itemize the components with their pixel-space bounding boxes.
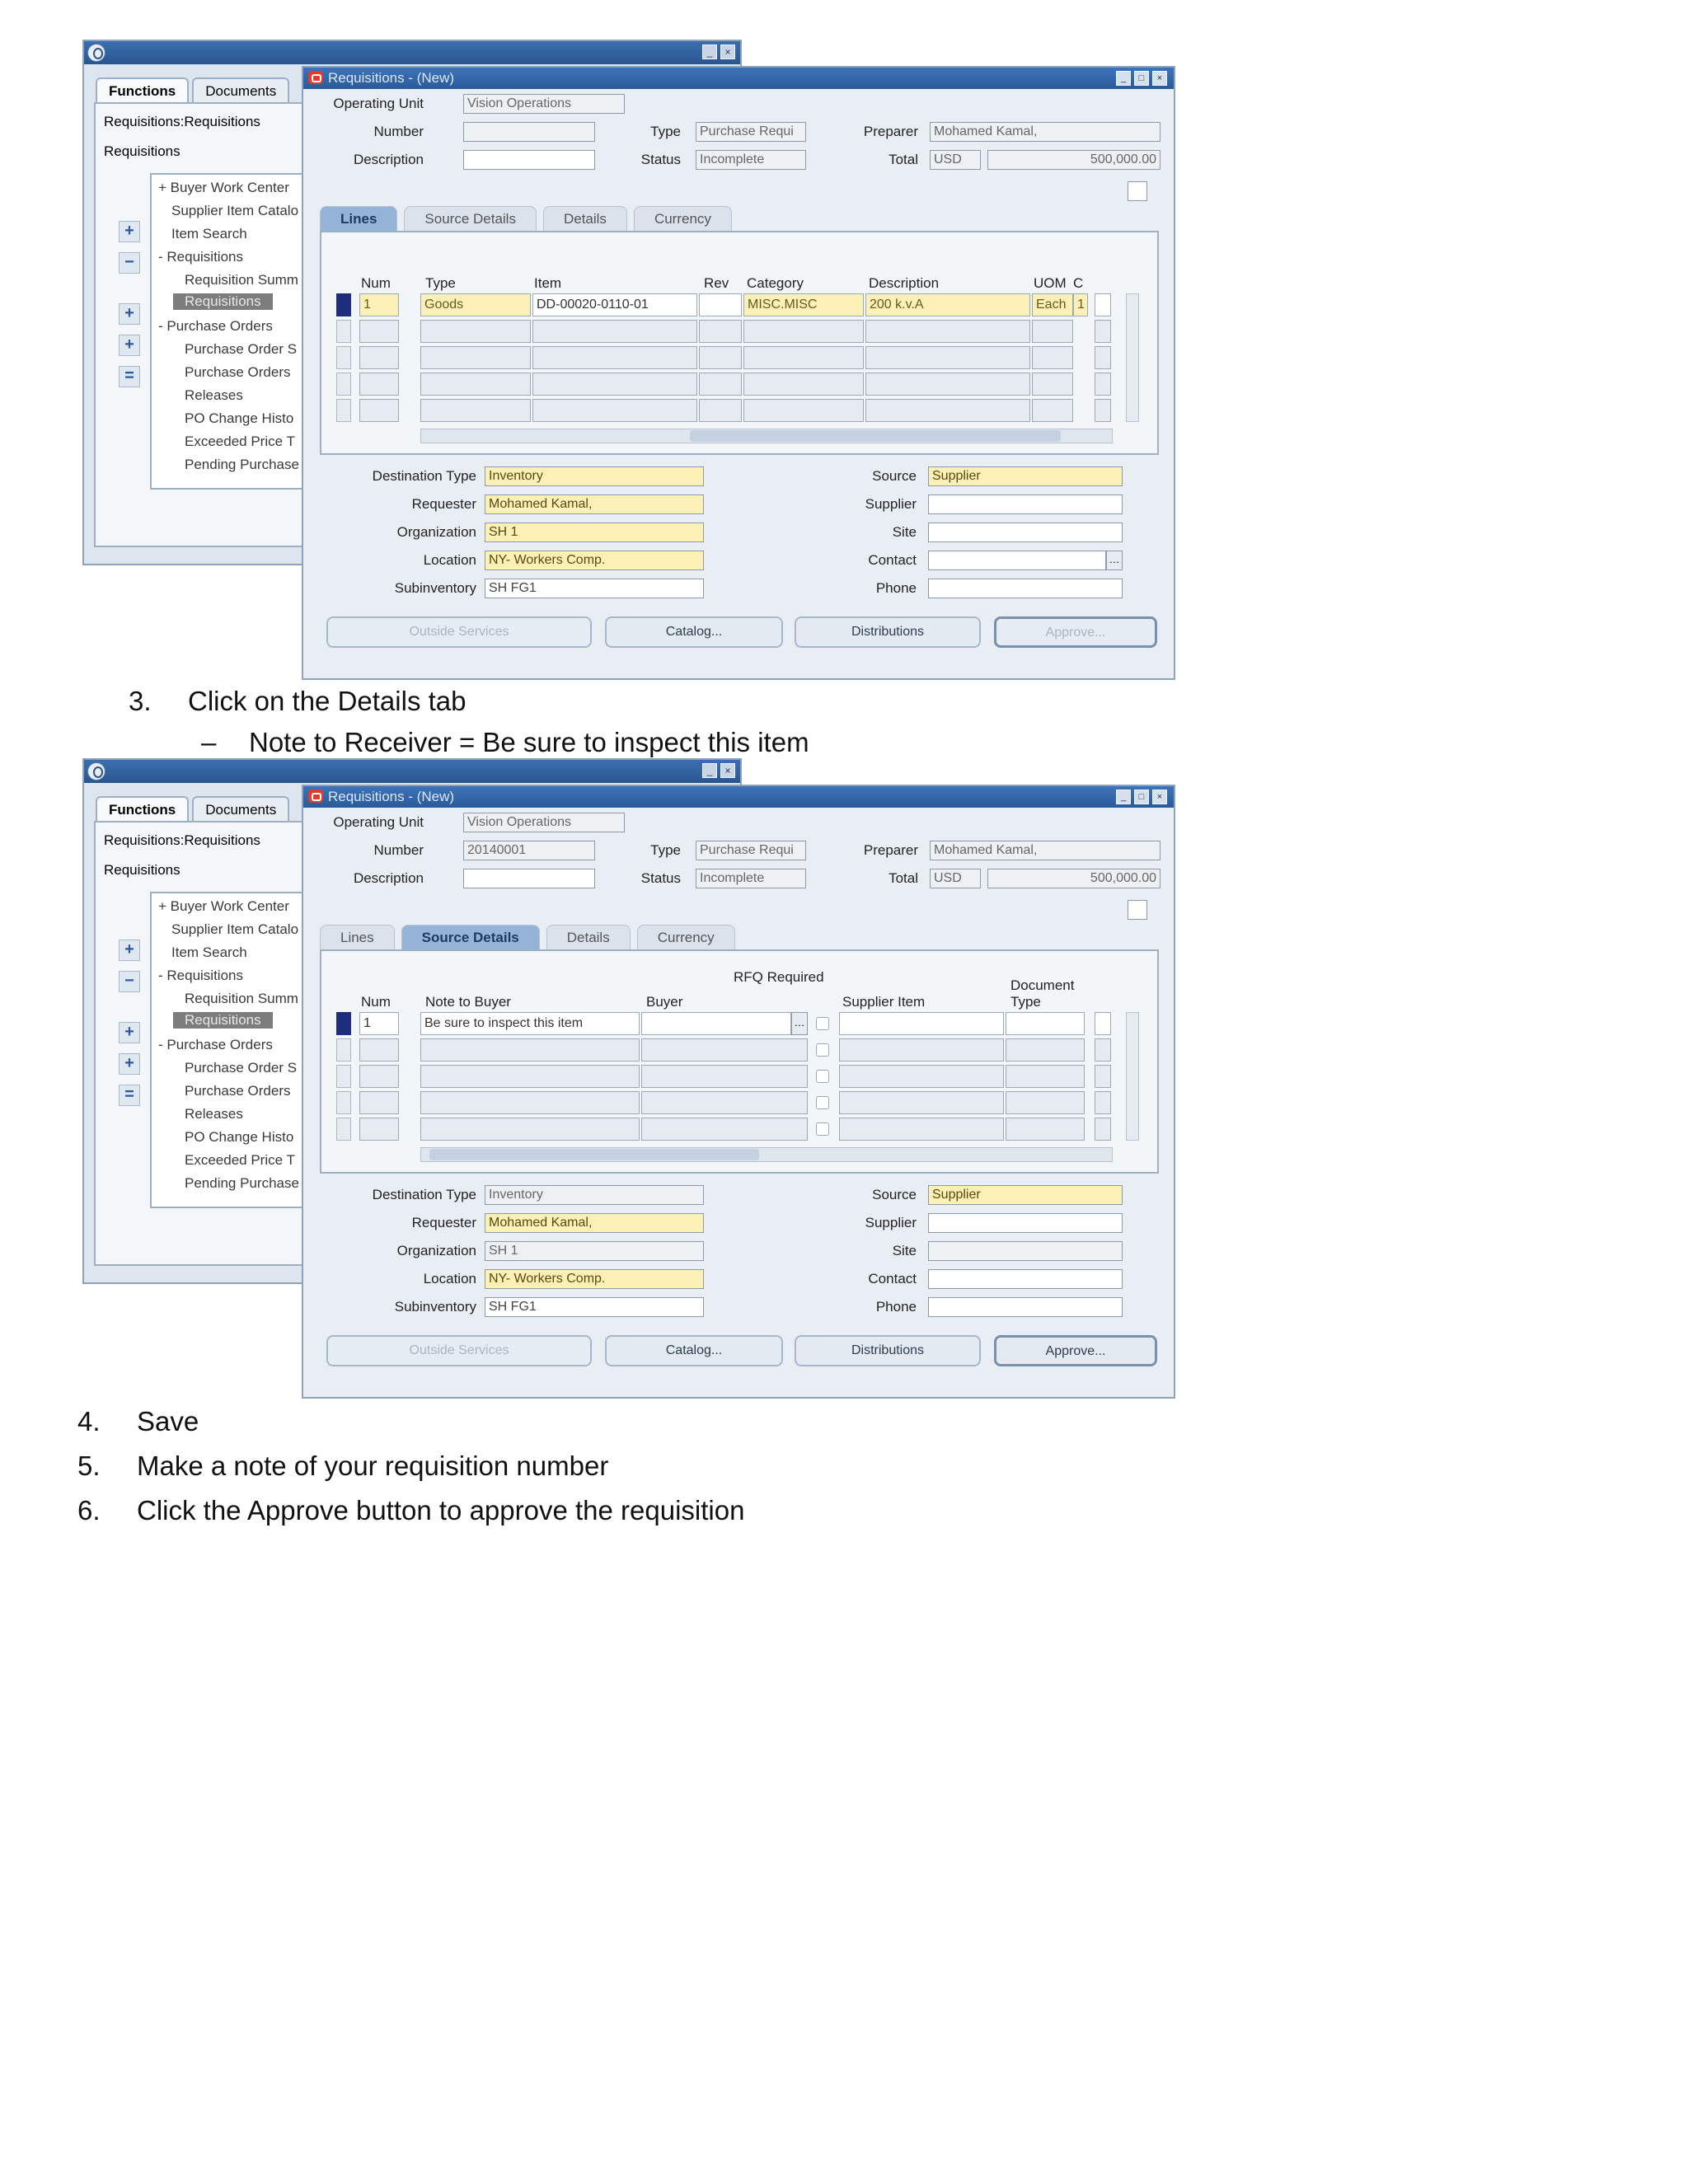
empty-cell[interactable]	[839, 1065, 1004, 1088]
empty-cell[interactable]	[1095, 1065, 1111, 1088]
folder-toggle-box[interactable]	[1128, 181, 1147, 201]
tab-currency[interactable]: Currency	[637, 925, 735, 950]
oracle-logo-icon	[87, 762, 106, 780]
horizontal-scrollbar[interactable]	[420, 1147, 1113, 1162]
phone-label: Phone	[875, 1299, 917, 1315]
requisitions-window	[302, 66, 1175, 680]
instruction-note	[201, 727, 809, 758]
instruction-step-4	[77, 1406, 199, 1437]
cell-uom[interactable]: Each	[1032, 293, 1073, 316]
organization-label: Organization	[396, 1243, 476, 1258]
supplier-field[interactable]	[928, 1213, 1123, 1233]
site-field[interactable]	[928, 1241, 1123, 1261]
window-title: Requisitions - (New)	[328, 789, 455, 804]
tree-item[interactable]: PO Change Histo	[185, 410, 294, 426]
empty-cell[interactable]	[532, 320, 697, 343]
total-label: Total	[889, 870, 918, 886]
step-text: Make a note of your requisition number	[137, 1451, 609, 1481]
collapse-all-icon[interactable]: =	[119, 366, 140, 387]
empty-cell[interactable]	[1006, 1038, 1085, 1062]
empty-cell[interactable]	[1032, 399, 1073, 422]
rfq-required-checkbox[interactable]	[816, 1017, 829, 1030]
empty-cell[interactable]	[359, 1118, 399, 1141]
tab-source-details[interactable]: Source Details	[401, 925, 540, 950]
phone-field[interactable]	[928, 1297, 1123, 1317]
source-label: Source	[872, 1187, 917, 1202]
empty-cell[interactable]	[420, 373, 531, 396]
minimize-icon[interactable]: _	[1116, 790, 1131, 804]
total-label: Total	[889, 152, 918, 167]
tree-item[interactable]: Purchase Order S	[185, 1060, 298, 1076]
site-label: Site	[892, 1243, 917, 1258]
cell-note-to-buyer[interactable]: Be sure to inspect this item	[420, 1012, 640, 1035]
empty-cell[interactable]	[1095, 320, 1111, 343]
tree-item[interactable]: Supplier Item Catalo	[171, 203, 299, 218]
cell-document-type[interactable]	[1006, 1012, 1085, 1035]
expand-branch-icon[interactable]: +	[119, 1053, 140, 1075]
tree-item[interactable]: - Purchase Orders	[158, 318, 273, 334]
minimize-icon[interactable]: _	[702, 763, 717, 778]
column-c: C	[1073, 275, 1084, 291]
window-title-bar	[303, 68, 1174, 89]
preparer-field: Mohamed Kamal,	[930, 841, 1160, 860]
tab-details[interactable]: Details	[546, 925, 631, 950]
cell-description[interactable]: 200 k.v.A	[865, 293, 1030, 316]
close-icon[interactable]: ×	[1152, 790, 1167, 804]
cell-num[interactable]: 1	[359, 1012, 399, 1035]
navigator-path-label: Requisitions:Requisitions	[104, 832, 260, 848]
number-label: Number	[373, 842, 424, 858]
expand-branch-icon[interactable]: +	[119, 335, 140, 356]
type-field[interactable]: Purchase Requi	[696, 122, 806, 142]
empty-cell[interactable]	[532, 399, 697, 422]
current-row-marker[interactable]	[336, 293, 351, 316]
step-number: 5.	[77, 1451, 101, 1481]
tree-item[interactable]: Requisition Summ	[185, 272, 298, 288]
requester-field[interactable]: Mohamed Kamal,	[485, 494, 704, 514]
currency-field: USD	[930, 869, 981, 888]
operating-unit-label: Operating Unit	[333, 96, 424, 111]
cell-buyer[interactable]	[641, 1012, 791, 1035]
tree-item[interactable]: - Requisitions	[158, 249, 243, 265]
empty-cell[interactable]	[1032, 320, 1073, 343]
location-field[interactable]: NY- Workers Comp.	[485, 551, 704, 570]
vertical-scrollbar[interactable]	[1126, 1012, 1139, 1141]
empty-cell[interactable]	[532, 373, 697, 396]
empty-cell[interactable]	[839, 1091, 1004, 1114]
row-marker[interactable]	[336, 320, 351, 343]
empty-cell[interactable]	[1006, 1065, 1085, 1088]
tree-item[interactable]: Purchase Order S	[185, 341, 298, 357]
subinventory-label: Subinventory	[394, 1299, 476, 1315]
status-field: Incomplete	[696, 869, 806, 888]
contact-lov-icon[interactable]: …	[1106, 551, 1123, 570]
current-row-marker[interactable]	[336, 1012, 351, 1035]
requisitions-window	[302, 785, 1175, 1399]
distributions-button[interactable]: Distributions	[795, 1335, 981, 1366]
empty-cell[interactable]	[743, 320, 864, 343]
empty-cell[interactable]	[1006, 1118, 1085, 1141]
step-text: Click on the Details tab	[188, 686, 467, 716]
tree-item[interactable]: Pending Purchase	[185, 457, 299, 472]
operating-unit-label: Operating Unit	[333, 814, 424, 830]
tab-documents[interactable]: Documents	[192, 796, 289, 823]
total-field: 500,000.00	[987, 150, 1160, 170]
organization-field[interactable]: SH 1	[485, 1241, 704, 1261]
instruction-step-3	[129, 686, 467, 717]
close-icon[interactable]: ×	[720, 763, 735, 778]
expand-all-icon[interactable]: +	[119, 1022, 140, 1043]
source-field[interactable]: Supplier	[928, 466, 1123, 486]
tree-item[interactable]: Item Search	[171, 944, 247, 960]
column-num: Num	[361, 994, 391, 1010]
window-title: Requisitions - (New)	[328, 70, 455, 86]
approve-button[interactable]: Approve...	[994, 616, 1157, 648]
contact-field[interactable]	[928, 551, 1106, 570]
column-document-type: Document Type	[1010, 977, 1075, 1010]
column-category: Category	[747, 275, 804, 291]
organization-label: Organization	[396, 524, 476, 540]
rfq-required-checkbox[interactable]	[816, 1043, 829, 1057]
collapse-icon[interactable]: −	[119, 971, 140, 992]
expand-all-icon[interactable]: +	[119, 303, 140, 325]
cell-supplier-item[interactable]	[839, 1012, 1004, 1035]
tab-lines[interactable]: Lines	[320, 206, 397, 232]
tree-item[interactable]: PO Change Histo	[185, 1129, 294, 1145]
empty-cell[interactable]	[1095, 1038, 1111, 1062]
step-text: Save	[137, 1406, 199, 1436]
expand-icon[interactable]: +	[119, 940, 140, 961]
column-rfq-required: RFQ Required	[734, 969, 824, 985]
empty-cell[interactable]	[699, 346, 742, 369]
number-label: Number	[373, 124, 424, 139]
tree-item[interactable]: Purchase Orders	[185, 364, 291, 380]
empty-cell[interactable]	[743, 399, 864, 422]
navigator-title-bar	[84, 760, 740, 783]
column-buyer: Buyer	[646, 994, 683, 1010]
tree-item[interactable]: Pending Purchase	[185, 1175, 299, 1191]
oracle-forms-icon	[308, 71, 323, 84]
distributions-button[interactable]: Distributions	[795, 616, 981, 648]
empty-cell[interactable]	[641, 1038, 808, 1062]
empty-cell[interactable]	[839, 1038, 1004, 1062]
instruction-step-6	[77, 1495, 744, 1526]
tab-functions[interactable]: Functions	[96, 796, 189, 823]
empty-cell[interactable]	[743, 346, 864, 369]
supplier-field[interactable]	[928, 494, 1123, 514]
instruction-step-5	[77, 1451, 608, 1482]
tree-item[interactable]: - Purchase Orders	[158, 1037, 273, 1052]
tree-item[interactable]: Exceeded Price T	[185, 434, 295, 449]
empty-cell[interactable]	[1095, 346, 1111, 369]
organization-field[interactable]: SH 1	[485, 523, 704, 542]
tree-item[interactable]: Releases	[185, 1106, 243, 1122]
screenshot-source-details-tab	[0, 757, 1187, 1404]
lines-table	[320, 231, 1159, 455]
step-number: 6.	[77, 1495, 101, 1526]
source-label: Source	[872, 468, 917, 484]
tree-item[interactable]: Purchase Orders	[185, 1083, 291, 1099]
empty-cell[interactable]	[359, 1038, 399, 1062]
tab-details[interactable]: Details	[543, 206, 627, 232]
description-label: Description	[353, 870, 424, 886]
status-label: Status	[640, 152, 681, 167]
empty-cell[interactable]	[641, 1065, 808, 1088]
empty-cell[interactable]	[1032, 346, 1073, 369]
destination-type-field[interactable]: Inventory	[485, 466, 704, 486]
empty-cell[interactable]	[420, 346, 531, 369]
destination-type-field[interactable]: Inventory	[485, 1185, 704, 1205]
collapse-all-icon[interactable]: =	[119, 1085, 140, 1106]
column-note-to-buyer: Note to Buyer	[425, 994, 511, 1010]
empty-cell[interactable]	[420, 1091, 640, 1114]
tab-currency[interactable]: Currency	[634, 206, 732, 232]
description-label: Description	[353, 152, 424, 167]
location-label: Location	[423, 1271, 476, 1286]
tree-item-selected[interactable]: Requisitions	[173, 293, 273, 310]
operating-unit-field[interactable]: Vision Operations	[463, 813, 625, 832]
requester-label: Requester	[411, 1215, 476, 1230]
cell-extra[interactable]	[1095, 1012, 1111, 1035]
requester-label: Requester	[411, 496, 476, 512]
empty-cell[interactable]	[359, 399, 399, 422]
requester-field[interactable]: Mohamed Kamal,	[485, 1213, 704, 1233]
cell-extra[interactable]	[1095, 293, 1111, 316]
destination-type-label: Destination Type	[372, 468, 476, 484]
maximize-icon[interactable]: □	[1134, 71, 1149, 86]
source-details-table	[320, 949, 1159, 1174]
subinventory-label: Subinventory	[394, 580, 476, 596]
row-marker[interactable]	[336, 346, 351, 369]
empty-cell[interactable]	[420, 399, 531, 422]
empty-cell[interactable]	[1095, 1091, 1111, 1114]
empty-cell[interactable]	[359, 1091, 399, 1114]
cell-num[interactable]: 1	[359, 293, 399, 316]
row-marker[interactable]	[336, 1091, 351, 1114]
empty-cell[interactable]	[641, 1091, 808, 1114]
close-icon[interactable]: ×	[1152, 71, 1167, 86]
empty-cell[interactable]	[699, 399, 742, 422]
status-field: Incomplete	[696, 150, 806, 170]
tree-item-selected[interactable]: Requisitions	[173, 1012, 273, 1029]
empty-cell[interactable]	[1095, 373, 1111, 396]
tree-item[interactable]: + Buyer Work Center	[158, 898, 289, 914]
oracle-logo-icon	[87, 44, 106, 62]
scroll-thumb[interactable]	[690, 430, 1061, 442]
screenshot-lines-tab	[0, 38, 1187, 685]
column-supplier-item: Supplier Item	[842, 994, 926, 1010]
empty-cell[interactable]	[1032, 373, 1073, 396]
empty-cell[interactable]	[359, 1065, 399, 1088]
outside-services-button[interactable]: Outside Services	[326, 616, 592, 648]
empty-cell[interactable]	[1095, 1118, 1111, 1141]
navigator-section-label: Requisitions	[104, 143, 181, 159]
collapse-icon[interactable]: −	[119, 252, 140, 274]
empty-cell[interactable]	[743, 373, 864, 396]
supplier-label: Supplier	[865, 496, 917, 512]
contact-label: Contact	[868, 1271, 917, 1286]
note-text: Note to Receiver = Be sure to inspect this item	[249, 727, 809, 757]
location-label: Location	[423, 552, 476, 568]
column-rev: Rev	[704, 275, 729, 291]
number-field[interactable]: 20140001	[463, 841, 595, 860]
status-label: Status	[640, 870, 681, 886]
empty-cell[interactable]	[420, 1038, 640, 1062]
empty-cell[interactable]	[532, 346, 697, 369]
preparer-label: Preparer	[863, 124, 918, 139]
oracle-forms-icon	[308, 790, 323, 803]
step-number: 3.	[129, 686, 152, 716]
subinventory-field[interactable]: SH FG1	[485, 579, 704, 598]
column-item: Item	[534, 275, 562, 291]
tree-item[interactable]: Exceeded Price T	[185, 1152, 295, 1168]
approve-button[interactable]: Approve...	[994, 1335, 1157, 1366]
empty-cell[interactable]	[839, 1118, 1004, 1141]
row-marker[interactable]	[336, 399, 351, 422]
catalog-button[interactable]: Catalog...	[605, 1335, 783, 1366]
tree-item[interactable]: - Requisitions	[158, 968, 243, 983]
column-num: Num	[361, 275, 391, 291]
empty-cell[interactable]	[1006, 1091, 1085, 1114]
description-field[interactable]	[463, 150, 595, 170]
empty-cell[interactable]	[865, 399, 1030, 422]
operating-unit-field[interactable]: Vision Operations	[463, 94, 625, 114]
cell-category[interactable]: MISC.MISC	[743, 293, 864, 316]
location-field[interactable]: NY- Workers Comp.	[485, 1269, 704, 1289]
dash-bullet: –	[201, 727, 217, 757]
row-marker[interactable]	[336, 1118, 351, 1141]
row-marker[interactable]	[336, 373, 351, 396]
scroll-thumb[interactable]	[429, 1149, 759, 1160]
tree-item[interactable]: Requisition Summ	[185, 991, 298, 1006]
step-text: Click the Approve button to approve the requisition	[137, 1495, 745, 1526]
navigator-title-bar	[84, 41, 740, 64]
tree-item[interactable]: Item Search	[171, 226, 247, 241]
row-marker[interactable]	[336, 1038, 351, 1062]
supplier-label: Supplier	[865, 1215, 917, 1230]
vertical-scrollbar[interactable]	[1126, 293, 1139, 422]
empty-cell[interactable]	[699, 320, 742, 343]
tree-item[interactable]: Releases	[185, 387, 243, 403]
empty-cell[interactable]	[420, 1118, 640, 1141]
cell-type[interactable]: Goods	[420, 293, 531, 316]
contact-field[interactable]	[928, 1269, 1123, 1289]
horizontal-scrollbar[interactable]	[420, 429, 1113, 443]
phone-field[interactable]	[928, 579, 1123, 598]
folder-toggle-box[interactable]	[1128, 900, 1147, 920]
empty-cell[interactable]	[359, 346, 399, 369]
empty-cell[interactable]	[420, 1065, 640, 1088]
type-field[interactable]: Purchase Requi	[696, 841, 806, 860]
tab-documents[interactable]: Documents	[192, 77, 289, 104]
type-label: Type	[650, 842, 681, 858]
tab-lines[interactable]: Lines	[320, 925, 395, 950]
column-uom: UOM	[1034, 275, 1067, 291]
destination-type-label: Destination Type	[372, 1187, 476, 1202]
cell-rev[interactable]	[699, 293, 742, 316]
minimize-icon[interactable]: _	[1116, 71, 1131, 86]
outside-services-button[interactable]: Outside Services	[326, 1335, 592, 1366]
expand-icon[interactable]: +	[119, 221, 140, 242]
rfq-required-checkbox[interactable]	[816, 1122, 829, 1136]
tree-item[interactable]: + Buyer Work Center	[158, 180, 289, 195]
tab-functions[interactable]: Functions	[96, 77, 189, 104]
total-field: 500,000.00	[987, 869, 1160, 888]
column-description: Description	[869, 275, 940, 291]
empty-cell[interactable]	[865, 320, 1030, 343]
description-field[interactable]	[463, 869, 595, 888]
currency-field: USD	[930, 150, 981, 170]
preparer-field: Mohamed Kamal,	[930, 122, 1160, 142]
tab-source-details[interactable]: Source Details	[404, 206, 537, 232]
contact-label: Contact	[868, 552, 917, 568]
preparer-label: Preparer	[863, 842, 918, 858]
rfq-required-checkbox[interactable]	[816, 1070, 829, 1083]
column-type: Type	[425, 275, 456, 291]
empty-cell[interactable]	[865, 373, 1030, 396]
window-title-bar	[303, 786, 1174, 808]
number-field[interactable]	[463, 122, 595, 142]
phone-label: Phone	[875, 580, 917, 596]
empty-cell[interactable]	[865, 346, 1030, 369]
empty-cell[interactable]	[641, 1118, 808, 1141]
cell-item[interactable]: DD-00020-0110-01	[532, 293, 697, 316]
cell-c[interactable]: 1	[1073, 293, 1088, 316]
close-icon[interactable]: ×	[720, 45, 735, 59]
site-field[interactable]	[928, 523, 1123, 542]
empty-cell[interactable]	[699, 373, 742, 396]
site-label: Site	[892, 524, 917, 540]
minimize-icon[interactable]: _	[702, 45, 717, 59]
row-marker[interactable]	[336, 1065, 351, 1088]
navigator-section-label: Requisitions	[104, 862, 181, 878]
empty-cell[interactable]	[1095, 399, 1111, 422]
navigator-path-label: Requisitions:Requisitions	[104, 114, 260, 129]
tree-item[interactable]: Supplier Item Catalo	[171, 921, 299, 937]
maximize-icon[interactable]: □	[1134, 790, 1149, 804]
source-field[interactable]: Supplier	[928, 1185, 1123, 1205]
step-number: 4.	[77, 1406, 101, 1436]
rfq-required-checkbox[interactable]	[816, 1096, 829, 1109]
empty-cell[interactable]	[359, 373, 399, 396]
empty-cell[interactable]	[359, 320, 399, 343]
catalog-button[interactable]: Catalog...	[605, 616, 783, 648]
buyer-lov-icon[interactable]: …	[791, 1012, 808, 1035]
subinventory-field[interactable]: SH FG1	[485, 1297, 704, 1317]
type-label: Type	[650, 124, 681, 139]
empty-cell[interactable]	[420, 320, 531, 343]
